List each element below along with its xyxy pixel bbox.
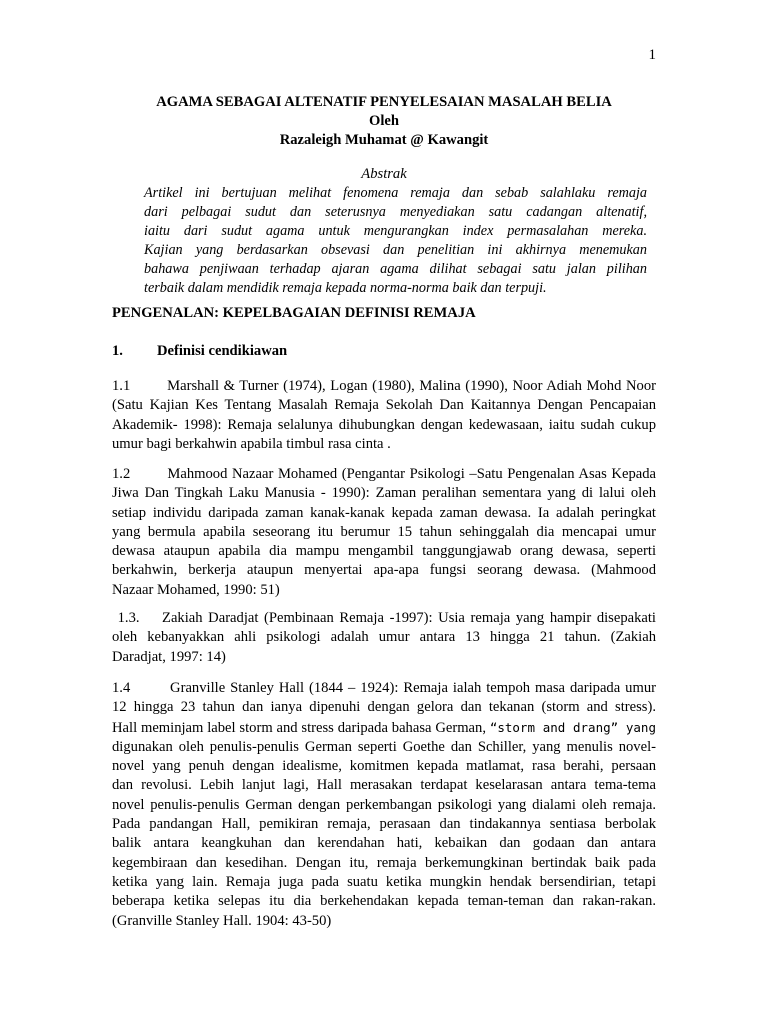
paragraph-1-1 <box>112 377 656 454</box>
paragraph-line: oleh kebanyakkan ahli psikologi adalah umur antara 13 hingga 21 tahun. (Zakiah <box>112 629 656 646</box>
paragraph-line: yang bermula apabila seseorang itu berumur 15 tahun sehinggalah dia mencapai umur <box>112 523 656 540</box>
document-title: AGAMA SEBAGAI ALTENATIF PENYELESAIAN MASALAH BELIA <box>156 94 612 110</box>
paragraph-1-4 <box>112 679 656 931</box>
paragraph-line: (Granville Stanley Hall. 1904: 43-50) <box>112 912 332 929</box>
paragraph-1-2 <box>112 465 656 600</box>
paragraph-line: novel penulis-penulis German dengan perkembangan psikologi yang dialami oleh remaja. <box>112 796 656 813</box>
paragraph-line: dewasa ataupun apabila dia mampu mengambil tanggungjawab orang dewasa, seperti <box>112 543 656 560</box>
paragraph-line: 1.3. Zakiah Daradjat (Pembinaan Remaja -1997): Usia remaja yang hampir disepakati <box>112 610 656 626</box>
abstract-line: terbaik dalam mendidik remaja kepada norma-norma baik dan terpuji. <box>144 280 547 296</box>
paragraph-line: 1.4 Granville Stanley Hall (1844 – 1924): Remaja ialah tempoh masa daripada umur <box>112 680 656 696</box>
abstract-line: Kajian yang berdasarkan obsevasi dan penelitian ini akhirnya menemukan <box>144 242 647 258</box>
paragraph-line: ketika yang lain. Remaja juga pada suatu ketika mungkin hendak bersendirian, tetapi <box>112 873 656 890</box>
paragraph-line: 12 hingga 23 tahun dan ianya dipenuhi dengan gelora dan tekanan (storm and stress). <box>112 699 656 716</box>
abstract-body <box>144 184 647 298</box>
paragraph-line: Pada pandangan Hall, pemikiran remaja, perasaan dan tindakannya sentiasa berbolak <box>112 816 656 833</box>
abstract-heading: Abstrak <box>361 166 407 182</box>
paragraph-line: (Satu Kajian Kes Tentang Masalah Remaja Sekolah Dan Kaitannya Dengan Pencapaian <box>112 397 656 414</box>
subsection-heading <box>112 342 287 361</box>
abstract-line: bahawa penjiwaan terhadap ajaran agama dilihat sebagai satu jalan pilihan <box>144 261 647 277</box>
paragraph-line: Akademik- 1998): Remaja selalunya dihubungkan dengan kedewasaan, iaitu sudah cukup <box>112 416 656 433</box>
paragraph-line: beberapa ketika selepas itu dia berkehendakan kepada teman-teman dan rakan-rakan. <box>112 893 656 910</box>
byline: Oleh <box>369 113 399 129</box>
author-name: Razaleigh Muhamat @ Kawangit <box>279 132 489 148</box>
paragraph-line: berkahwin, berkerja ataupun menyertai apa-apa fungsi seorang dewasa. (Mahmood <box>112 562 656 579</box>
abstract-line: Artikel ini bertujuan melihat fenomena remaja dan sebab salahlaku remaja <box>144 185 647 201</box>
paragraph-line: novel yang penuh dengan idealisme, komitmen kepada matlamat, rasa berahi, persaan <box>112 758 656 775</box>
paragraph-1-3 <box>112 609 656 667</box>
title-block <box>112 93 656 150</box>
page-number: 1 <box>648 47 656 63</box>
quoted-term: “storm and drang” yang <box>489 719 656 735</box>
paragraph-line: 1.1 Marshall & Turner (1974), Logan (1980), Malina (1990), Noor Adiah Mohd Noor <box>112 378 656 394</box>
paragraph-line: kegembiraan dan kesedihan. Dengan itu, remaja berkemungkinan bertindak baik pada <box>112 854 656 871</box>
abstract-line: iaitu dari sudut agama untuk mengurangkan index permasalahan mereka. <box>144 223 647 239</box>
paragraph-line: balik antara keangkuhan dan kerendahan hati, kebaikan dan godaan dan antara <box>112 835 656 852</box>
paragraph-line-text: Hall meminjam label storm and stress daripada bahasa German, <box>112 719 486 736</box>
paragraph-line: Jiwa Dan Tingkah Laku Manusia - 1990): Zaman peralihan sementara yang di lalui oleh <box>112 485 656 502</box>
abstract-line: dari pelbagai sudut dan seterusnya menyediakan satu cadangan altenatif, <box>144 204 647 220</box>
section-heading: PENGENALAN: KEPELBAGAIAN DEFINISI REMAJA <box>112 305 476 321</box>
subsection-number: 1. <box>112 343 123 359</box>
subsection-label: Definisi cendikiawan <box>157 343 288 359</box>
paragraph-line: Daradjat, 1997: 14) <box>112 648 226 665</box>
paragraph-line: umur bagi berkahwin apabila timbul rasa cinta . <box>112 435 391 452</box>
paragraph-line: digunakan oleh penulis-penulis German seperti Goethe dan Schiller, yang menulis novel- <box>112 738 656 755</box>
paragraph-line: Nazaar Mohamed, 1990: 51) <box>112 581 280 598</box>
paragraph-line: 1.2 Mahmood Nazaar Mohamed (Pengantar Psikologi –Satu Pengenalan Asas Kepada <box>112 466 656 482</box>
paragraph-line: dan revolusi. Lebih lanjut lagi, Hall merasakan terdapat keselarasan antara tema-tema <box>112 777 656 794</box>
paragraph-line <box>112 718 656 738</box>
paragraph-line: setiap individu daripada zaman kanak-kanak kepada zaman dewasa. Ia adalah peringkat <box>112 504 656 521</box>
